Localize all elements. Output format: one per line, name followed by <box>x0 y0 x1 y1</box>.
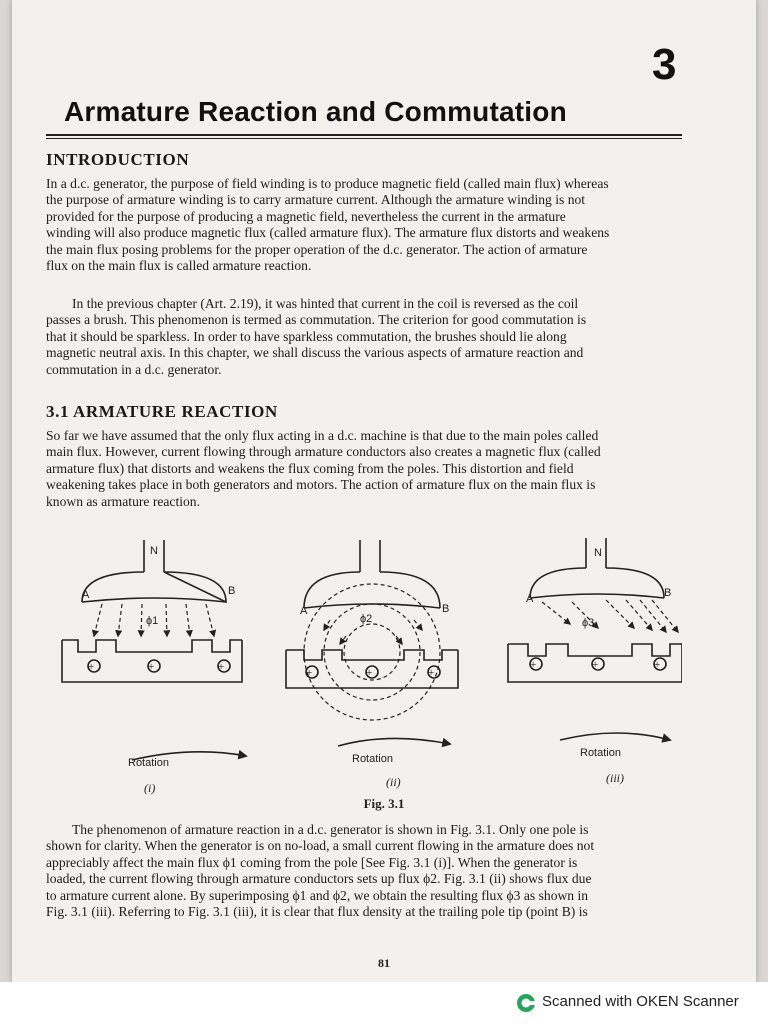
svg-text:+: + <box>366 667 373 679</box>
section-heading: 3.1 ARMATURE REACTION <box>46 402 278 421</box>
closing-paragraph <box>46 822 686 920</box>
text-line: commutation in a d.c. generator. <box>46 361 222 377</box>
text-line: armature flux) that distorts and weakens the flux coming from the poles. This distortion and field <box>46 460 574 476</box>
pole-label: N <box>594 547 602 559</box>
tip-b-label: B <box>664 587 672 599</box>
chapter-number: 3 <box>652 40 677 89</box>
svg-text:+: + <box>654 659 661 671</box>
chapter-title: Armature Reaction and Commutation <box>64 96 567 127</box>
subcaption: (iii) <box>606 771 624 785</box>
text-line: loaded, the current flowing through armature conductors sets up flux ϕ2. Fig. 3.1 (ii) shows flux due <box>46 871 592 887</box>
pole-stem <box>360 540 380 572</box>
svg-text:+: + <box>218 661 225 673</box>
tip-b-label: B <box>228 585 236 597</box>
panel-3-labels <box>526 547 671 785</box>
scanner-watermark-text: Scanned with OKEN Scanner <box>542 993 739 1010</box>
pole-label: N <box>150 545 158 557</box>
rotation-arrow <box>560 733 670 740</box>
figure-panel-1 <box>62 540 246 760</box>
text-line: the purpose of armature winding is to carry armature current. Although the armature winding is not <box>46 192 586 208</box>
text-line: winding will also produce magnetic flux (called armature flux). The armature flux distorts and weakens <box>46 225 610 241</box>
intro-heading: INTRODUCTION <box>46 150 190 169</box>
text-line: appreciably affect the main flux ϕ1 coming from the pole [See Fig. 3.1 (i)]. When the generator is <box>46 854 578 870</box>
text-line: known as armature reaction. <box>46 493 200 509</box>
svg-text:+: + <box>306 667 313 679</box>
rotation-label: Rotation <box>128 757 169 769</box>
intro-paragraph-2 <box>46 296 686 378</box>
tip-a-label: A <box>82 589 90 601</box>
figure-panel-3 <box>508 538 682 740</box>
text-line: So far we have assumed that the only flux acting in a d.c. machine is that due to the main poles called <box>46 428 599 443</box>
svg-text:+: + <box>148 661 155 673</box>
text-line: weakening takes place in both generators and motors. The action of armature flux on the main flux is <box>46 477 596 493</box>
text-line: flux on the main flux is called armature reaction. <box>46 258 312 274</box>
text-line: the main flux posing problems for the proper operation of the d.c. generator. The action of armature <box>46 241 588 257</box>
text-line: Fig. 3.1 (iii). Referring to Fig. 3.1 (iii), it is clear that flux density at the trailing pole tip (point B) is <box>46 904 588 920</box>
pole-face <box>530 594 664 598</box>
text-line: provided for the purpose of producing a magnetic field, nevertheless the current in the armature <box>46 208 566 224</box>
tip-a-label: A <box>526 593 534 605</box>
text-line: magnetic neutral axis. In this chapter, we shall discuss the various aspects of armature reaction and <box>46 345 584 361</box>
rotation-label: Rotation <box>580 747 621 759</box>
pole-face <box>82 598 226 602</box>
svg-text:+: + <box>88 661 95 673</box>
subcaption: (i) <box>144 781 156 795</box>
tip-a-label: A <box>300 605 308 617</box>
scanner-logo-icon <box>516 993 536 1013</box>
resultant-flux-lines <box>542 600 678 632</box>
subcaption: (ii) <box>386 775 401 789</box>
armature-reaction-figure <box>42 532 682 802</box>
title-rule-thin <box>46 138 682 139</box>
text-line: to armature current alone. By superimposing ϕ1 and ϕ2, we obtain the resulting flux ϕ3 as shown in <box>46 887 589 903</box>
figure-panel-2 <box>286 540 458 746</box>
flux-label: ϕ3 <box>582 617 595 629</box>
intro-paragraph-1 <box>46 176 686 274</box>
text-line: In the previous chapter (Art. 2.19), it was hinted that current in the coil is reversed as the coil <box>72 296 579 311</box>
text-line: passes a brush. This phenomenon is termed as commutation. The criterion for good commutation is <box>46 312 587 328</box>
armature-flux-lines <box>304 584 440 720</box>
text-line: main flux. However, current flowing through armature conductors also creates a magnetic flux (called <box>46 444 601 460</box>
section-paragraph <box>46 428 686 510</box>
rotation-label: Rotation <box>352 753 393 765</box>
text-line: that it should be sparkless. In order to have sparkless commutation, the brushes should lie along <box>46 328 567 344</box>
figure-caption: Fig. 3.1 <box>363 796 405 811</box>
rotation-arrow <box>338 738 450 746</box>
flux-label: ϕ1 <box>146 615 159 627</box>
book-page <box>12 0 756 982</box>
tip-b-label: B <box>442 603 450 615</box>
svg-text:+: + <box>530 659 537 671</box>
page-number: 81 <box>378 956 390 970</box>
svg-text:+: + <box>428 667 435 679</box>
svg-text:+: + <box>592 659 599 671</box>
flux-label: ϕ2 <box>360 613 373 625</box>
panel-2-labels <box>300 603 449 789</box>
text-line: shown for clarity. When the generator is on no-load, a small current flowing in the armature does not <box>46 838 595 854</box>
text-line: The phenomenon of armature reaction in a d.c. generator is shown in Fig. 3.1. Only one pole is <box>72 822 589 837</box>
title-rule <box>46 134 682 136</box>
text-line: In a d.c. generator, the purpose of field winding is to produce magnetic field (called main flux) whereas <box>46 176 609 191</box>
